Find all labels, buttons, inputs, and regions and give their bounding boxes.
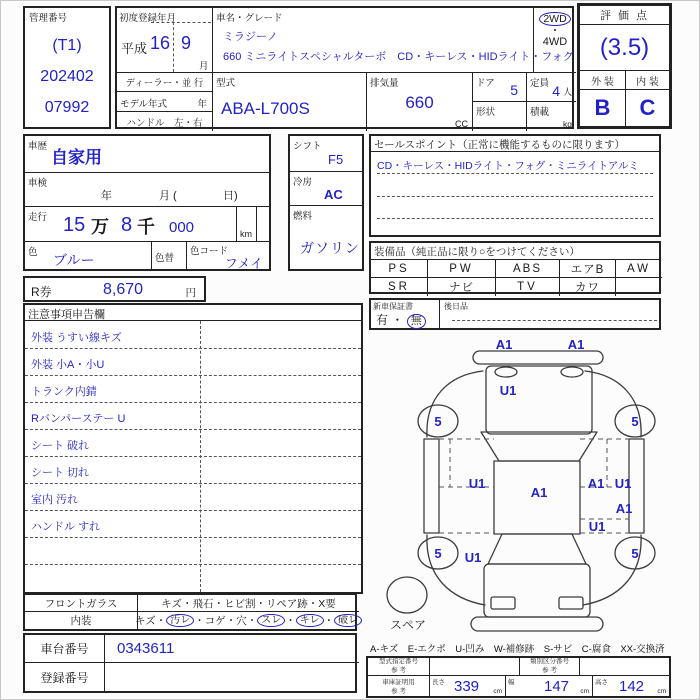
dashed-mark	[173, 22, 174, 72]
note-item: シート 切れ	[31, 467, 90, 479]
vehicle-header-table	[115, 6, 574, 129]
history-label: 車歴	[28, 141, 48, 152]
equipment-box	[369, 241, 661, 294]
drive-4wd: 4WD	[542, 36, 568, 49]
interior-label: 内装	[25, 612, 138, 629]
color-value: ブルー	[53, 252, 95, 268]
equip-pw: PW	[428, 260, 496, 278]
warranty-cell	[371, 300, 440, 329]
registration-number-label: 登録番号	[25, 663, 105, 691]
exterior-grade: B	[594, 95, 611, 120]
tail-light-left	[491, 597, 515, 609]
dashed-line	[377, 196, 653, 197]
warranty-box	[369, 298, 661, 330]
sales-point-header: セールスポイント（正常に機能するものに限ります）	[371, 136, 659, 152]
damage-mark: U1	[464, 550, 482, 565]
wheel-mark: 5	[434, 414, 442, 429]
drive-dot: ・	[549, 25, 561, 38]
history-box	[23, 134, 271, 271]
inspection-row	[25, 173, 269, 207]
car-name-line1: ミラジーノ	[223, 31, 278, 43]
color-label: 色	[28, 247, 38, 258]
car-damage-diagram	[367, 331, 700, 639]
history-value: 自家用	[51, 148, 102, 167]
color-change-label: 色替	[155, 253, 175, 264]
equip-tv: TV	[496, 278, 560, 296]
warranty-label: 新車保証書	[373, 302, 413, 311]
mileage-man: 15	[63, 214, 86, 236]
first-registration-cell	[117, 8, 213, 73]
windshield-items: キズ・飛石・ヒビ割・リペア跡・X要	[138, 595, 359, 612]
control-number-line1: (T1)	[52, 37, 82, 54]
history-row	[25, 136, 269, 173]
ac-cell	[290, 172, 362, 206]
mileage-unit: km	[240, 229, 252, 239]
equip-leather: カワ	[560, 278, 616, 296]
cowl-vent-left	[495, 367, 517, 377]
capacity-label: 定員	[530, 78, 550, 89]
damage-mark: U1	[468, 476, 486, 491]
equip-empty	[616, 278, 662, 296]
damage-mark: A1	[530, 485, 548, 500]
type-designation-cell: 型式指定番号 参 考	[368, 658, 430, 676]
first-registration-label: 初度登録年月	[119, 13, 177, 24]
model-code-value: ABA-L700S	[221, 99, 310, 118]
equip-abs: ABS	[496, 260, 560, 278]
circle-yogore: 汚レ	[166, 614, 194, 628]
ac-label: 冷房	[293, 177, 313, 188]
color-change-cell	[151, 242, 186, 271]
interior-grade: C	[625, 90, 669, 126]
circle-warranty-no: 無	[407, 314, 426, 329]
capacity-cell	[527, 73, 576, 102]
note-item: トランク内錆	[31, 386, 97, 398]
mileage-unit-cell	[236, 207, 256, 242]
mileage-row	[25, 207, 269, 242]
drive-type-cell	[534, 8, 576, 73]
capacity-value: 4	[552, 83, 560, 99]
condition-box	[23, 593, 357, 631]
month-unit: 月	[199, 61, 209, 72]
mileage-man-unit: 万	[91, 217, 109, 237]
dashed-line	[377, 218, 653, 219]
model-year-label: モデル年式	[120, 99, 168, 110]
shift-cell	[290, 136, 362, 172]
circle-kire: キレ	[296, 614, 324, 628]
shift-value: F5	[328, 152, 344, 167]
interior-item-koge: コゲ	[204, 615, 226, 627]
class-division-cell: 類別区分番号 参 考	[520, 658, 580, 676]
chassis-number-value: 0343611	[117, 640, 175, 657]
front-bumper	[473, 351, 603, 364]
era-label: 平成	[121, 41, 148, 56]
later-item-label: 後日品	[444, 302, 468, 311]
notes-box	[23, 303, 363, 594]
cowl-vent-right	[561, 367, 583, 377]
ac-value: AC	[324, 187, 343, 202]
load-label: 積載	[530, 107, 550, 118]
damage-mark: A1	[567, 337, 585, 352]
garage-cert-cell: 車庫証明用 参 考	[368, 676, 430, 696]
color-code-cell	[186, 242, 273, 271]
note-item: 室内 汚れ	[31, 494, 79, 506]
dealer-row: ディーラー・並 行	[117, 73, 213, 92]
equipment-header: 装備品（純正品に限り○をつけてください）	[371, 243, 659, 260]
mileage-thou-unit: 千	[137, 217, 155, 237]
interior-item-kizu: キズ	[134, 615, 156, 627]
inspection-year: 年	[101, 190, 112, 202]
mileage-label: 走行	[28, 212, 48, 223]
note-item: ハンドル すれ	[31, 521, 101, 533]
inspection-month: 月 (	[159, 190, 177, 202]
control-number-line2: 202402	[40, 68, 94, 85]
warranty-yes: 有	[376, 313, 389, 327]
inspection-label: 車検	[28, 178, 48, 189]
interior-item-ana: 穴	[236, 615, 247, 627]
chassis-number-label: 車台番号	[25, 635, 105, 663]
damage-mark: A1	[587, 476, 605, 491]
damage-mark: A1	[495, 337, 513, 352]
color-code-value: フメイ	[224, 256, 263, 271]
reg-year: 16	[150, 33, 171, 53]
width-value: 147	[544, 678, 570, 695]
windshield-label: フロントガラス	[25, 595, 138, 612]
rear-window	[488, 534, 586, 564]
chassis-number-cell	[105, 635, 359, 663]
fuel-value: ガソリン	[300, 240, 360, 256]
wheel-mark: 5	[631, 546, 639, 561]
width-cell: 幅 147 cm	[506, 676, 593, 696]
sales-point-box	[369, 134, 661, 237]
color-code-label: 色コード	[190, 246, 229, 257]
fuel-label: 燃料	[293, 211, 313, 222]
circle-2wd: 2WD	[539, 12, 570, 26]
windshield	[481, 432, 597, 461]
rating-label: 評 価 点	[580, 6, 669, 25]
r-ticket-box	[23, 276, 206, 302]
damage-legend: A-キズ E-エクボ U-凹み W-補修跡 S-サビ C-腐食 XX-交換済	[370, 644, 665, 655]
displacement-unit: CC	[455, 119, 468, 129]
spare-label: スペア	[389, 618, 427, 632]
class-division-value	[580, 658, 669, 676]
equip-navi: ナビ	[428, 278, 496, 296]
equip-sr: SR	[371, 278, 428, 296]
mileage-empty-cell	[256, 207, 273, 242]
displacement-cell	[367, 73, 473, 131]
mileage-thou: 8	[121, 214, 133, 236]
shape-label: 形状	[476, 107, 496, 118]
shape-cell	[473, 102, 527, 131]
rating-score: (3.5)	[599, 33, 650, 61]
note-item: Rバンパーステー U	[31, 413, 126, 425]
capacity-unit: 人	[562, 87, 572, 97]
damage-mark: U1	[588, 519, 606, 534]
notes-header: 注意事項申告欄	[25, 305, 361, 321]
rating-box	[577, 3, 672, 129]
damage-mark: U1	[499, 383, 517, 398]
r-ticket-label: R券	[31, 285, 52, 299]
damage-mark: U1	[614, 476, 632, 491]
spec-table	[366, 656, 671, 698]
control-number-line3: 07992	[44, 99, 90, 116]
equip-aw: AW	[616, 260, 662, 278]
length-value: 339	[454, 678, 480, 695]
length-cell: 長さ 339 cm	[430, 676, 506, 696]
model-code-label: 型式	[216, 78, 236, 89]
mileage-rest: 000	[169, 219, 195, 236]
later-item-cell	[440, 300, 663, 329]
r-ticket-value: 8,670	[103, 281, 144, 298]
damage-mark: A1	[615, 501, 633, 516]
dashed-line	[377, 173, 653, 174]
doors-value: 5	[510, 82, 518, 98]
doors-label: ドア	[476, 78, 495, 89]
doors-cell	[473, 73, 527, 102]
dashed-mark	[151, 22, 211, 23]
dashed-line	[452, 320, 657, 321]
model-year-unit: 年	[197, 99, 207, 110]
registration-number-cell	[105, 663, 359, 691]
note-item: 外装 小A・小U	[31, 359, 105, 371]
interior-grade-label: 内 装	[625, 70, 669, 90]
color-row	[25, 242, 269, 271]
equip-airbag: エアB	[560, 260, 616, 278]
type-designation-value	[430, 658, 520, 676]
circle-sure: スレ	[257, 614, 285, 628]
rear-bumper	[471, 617, 603, 631]
exterior-grade-label: 外 装	[580, 70, 625, 90]
car-name-label: 車名・グレード	[216, 13, 283, 24]
tail-light-right	[559, 597, 583, 609]
number-box	[23, 633, 357, 693]
control-number-label: 管理番号	[29, 13, 68, 24]
inspection-day: 日)	[223, 190, 238, 202]
model-year-row	[117, 92, 213, 112]
circle-yabure: 破レ	[334, 614, 362, 628]
sales-point-value: CD・キーレス・HIDライト・フォグ・ミニライトアルミ	[377, 160, 639, 172]
height-value: 142	[619, 678, 645, 695]
note-item: 外装 うすい線キズ	[31, 332, 122, 344]
left-rocker-panel	[424, 439, 439, 533]
displacement-label: 排気量	[370, 78, 399, 89]
fuel-cell	[290, 206, 362, 273]
wheel-mark: 5	[631, 414, 639, 429]
shift-box	[288, 134, 364, 271]
warranty-dot: ・	[391, 313, 404, 327]
displacement-value: 660	[405, 93, 434, 112]
shift-label: シフト	[293, 141, 322, 152]
wheel-mark: 5	[434, 546, 442, 561]
height-cell: 高さ 142 cm	[595, 678, 666, 695]
equip-ps: PS	[371, 260, 428, 278]
spare-tire	[387, 577, 427, 613]
interior-items: キズ ・ 汚レ ・ コゲ ・ 穴 ・ スレ ・ キレ ・ 破レ	[138, 612, 359, 629]
load-cell	[527, 102, 576, 131]
reg-month: 9	[181, 33, 192, 53]
control-number-box	[23, 6, 111, 129]
note-item: シート 破れ	[31, 440, 90, 452]
handle-row: ハンドル 左・右	[117, 112, 213, 131]
load-unit: kg	[563, 119, 572, 129]
car-name-line2: 660 ミニライトスペシャルターボ CD・キーレス・HIDライト・フォグ	[223, 51, 574, 63]
model-code-cell	[213, 73, 367, 131]
r-ticket-unit: 円	[185, 287, 196, 299]
